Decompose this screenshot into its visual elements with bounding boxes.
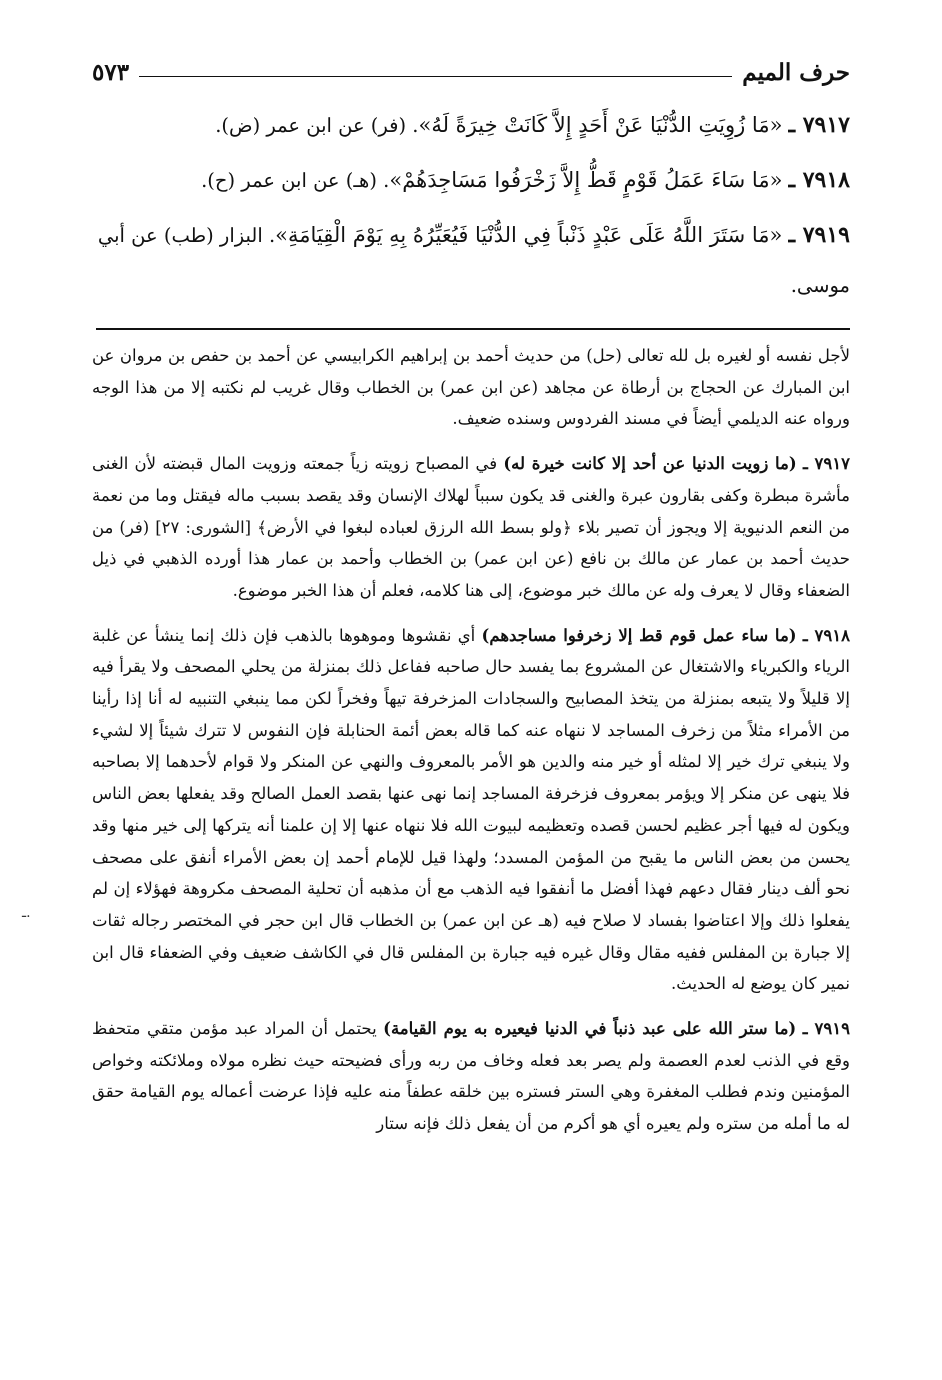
footnote-separator: [96, 328, 850, 330]
hadith-number: ٧٩١٩ ـ: [788, 222, 850, 248]
note-number: ٧٩١٧ ـ: [802, 454, 850, 474]
hadith-number: ٧٩١٨ ـ: [788, 167, 850, 193]
note-heading: (ما ساء عمل قوم قط إلا زخرفوا مساجدهم): [481, 625, 797, 645]
header-rule: [139, 76, 732, 77]
note-number: ٧٩١٩ ـ: [802, 1019, 850, 1039]
hadith-7918: [88, 155, 850, 206]
hadith-source: . (هـ) عن ابن عمر (ح).: [201, 169, 390, 192]
note-heading: (ما ستر الله على عبد ذنباً في الدنيا فيعيره به يوم القيامة): [383, 1019, 797, 1039]
commentary: [92, 340, 850, 1140]
margin-mark: ـ.: [22, 905, 31, 921]
hadith-text: «مَا سَتَرَ اللَّهُ عَلَى عَبْدٍ ذَنْباً فِي الدُّنْيَا فَيُعَيِّرُهُ بِهِ يَوْمَ الْقِيَامَةِ»: [275, 223, 783, 247]
note-body: أي نقشوها وموهوها بالذهب فإن ذلك إنما ينشأ عن غلبة الرياء والكبرياء والاشتغال عن المشروع بما يفسد حال صاحبه ففاعل ذلك بمنزلة من يحلي المصحف ولا يقرأ فيه إلا قليلاً ولا يتبعه بمنزلة من يتخذ المصابيح والسجادات المزخرفة تيهاً وفخراً لكن مما ينبغي التنبيه له أنا إذا رأينا من الأمراء مثلاً من زخرف المساجد لا ننهاه عنه كما قاله بعض أئمة الحنابلة فإن النفوس لا تترك شيئاً إلا لشيء ولا ينبغي ترك خير إلا لمثله أو خير منه والدين هو الأمر بالمعروف والنهي عن المنكر ولا قوام لأحدهما إلا بصاحبه فلا ينهى عن منكر إلا ويؤمر بمعروف فزخرفة المساجد إنما نهى عنها بقصد العمل الصالح وقد يفعلها بعض الناس ويكون له فيها أجر عظيم لحسن قصده وتعظيمه لبيوت الله فلا ننهاه عنها إلا إن علمنا أنه يتركها إلى خير منها وقد يحسن من بعض الناس ما يقبح من المؤمن المسدد؛ ولهذا قيل للإمام أحمد إن بعض الأمراء أنفق على مصحف نحو ألف دينار فقال دعهم فهذا أفضل ما أنفقوا فيه الذهب مع أن مذهبه أن تحلية المصحف مكروهة فهؤلاء إن لم يفعلوا ذلك وإلا اعتاضوا بفساد لا صلاح فيه (هـ عن ابن عمر) بن الخطاب قال ابن حجر في المختصر رجاله ثقات إلا جبارة بن المفلس ففيه مقال وقال غيره فيه جبارة بن المفلس قال في الكاشف ضعيف وفي الضعفاء قال ابن نمير كان يوضع له الحديث.: [92, 625, 850, 994]
chapter-title: حرف الميم: [742, 58, 850, 86]
hadith-text: «مَا سَاءَ عَمَلُ قَوْمٍ قَطُّ إِلاَّ زَخْرَفُوا مَسَاجِدَهُمْ»: [389, 168, 783, 192]
note-number: ٧٩١٨ ـ: [802, 625, 850, 645]
hadith-7917: [88, 100, 850, 151]
commentary-intro: لأجل نفسه أو لغيره بل لله تعالى (حل) من حديث أحمد بن إبراهيم الكرابيسي عن أحمد بن حفص بن مروان عن ابن المبارك عن الحجاج بن أرطاة عن مجاهد (عن ابن عمر) بن الخطاب وقال غريب لم نكتبه إلا من هذا الوجه ورواه عنه الديلمي أيضاً في مسند الفردوس وسنده ضعيف.: [92, 346, 850, 429]
page-header: [92, 52, 850, 92]
hadith-text: «مَا زُوِيَتِ الدُّنْيَا عَنْ أَحَدٍ إِلاَّ كَانَتْ خِيرَةً لَهُ»: [418, 113, 783, 137]
commentary-note-7919: [92, 1013, 850, 1140]
hadith-7919: [88, 210, 850, 311]
commentary-note-7918: [92, 620, 850, 1000]
commentary-note-7917: [92, 448, 850, 607]
hadith-number: ٧٩١٧ ـ: [788, 112, 850, 138]
note-body: في المصباح زويته زياً جمعته وزويت المال قبضته لأن الغنى مأشرة مبطرة وكفى بقارون عبرة والغنى قد يكون سبباً لهلاك الإنسان وقد يقصد بسبب ماله فيقتل وما من نعمة من النعم الدنيوية إلا ويجوز أن تصير بلاء ﴿ولو بسط الله الرزق لعباده لبغوا في الأرض﴾ [الشورى: ٢٧] (فر) من حديث أحمد بن عمار عن مالك بن نافع (عن ابن عمر) بن الخطاب وأحمد بن عمار هذا أورده الذهبي في ذيل الضعفاء وقال لا يعرف وله عن مالك خبر موضوع، إلى هنا كلامه، فعلم أن هذا الخبر موضوع.: [92, 454, 850, 600]
hadith-source: . (فر) عن ابن عمر (ض).: [215, 114, 419, 137]
note-heading: (ما زويت الدنيا عن أحد إلا كانت خيرة له): [503, 454, 797, 474]
hadith-source: . البزار (طب) عن أبي موسى.: [97, 224, 850, 297]
page-number: ٥٧٣: [92, 58, 130, 86]
note-body: يحتمل أن المراد عبد مؤمن متقي متحفظ وقع في الذنب لعدم العصمة ولم يصر بعد فعله وخاف من ربه ورأى فضيحته حيث نظره مولاه وملائكته وخواص المؤمنين وندم فطلب المغفرة وهي الستر فستره بين خلقه عطفاً منه عليه فإذا عرضت أعماله يوم القيامة حقق له ما أمله من ستره ولم يعيره أي هو أكرم من أن يفعل ذلك فإنه ستار: [92, 1019, 850, 1134]
